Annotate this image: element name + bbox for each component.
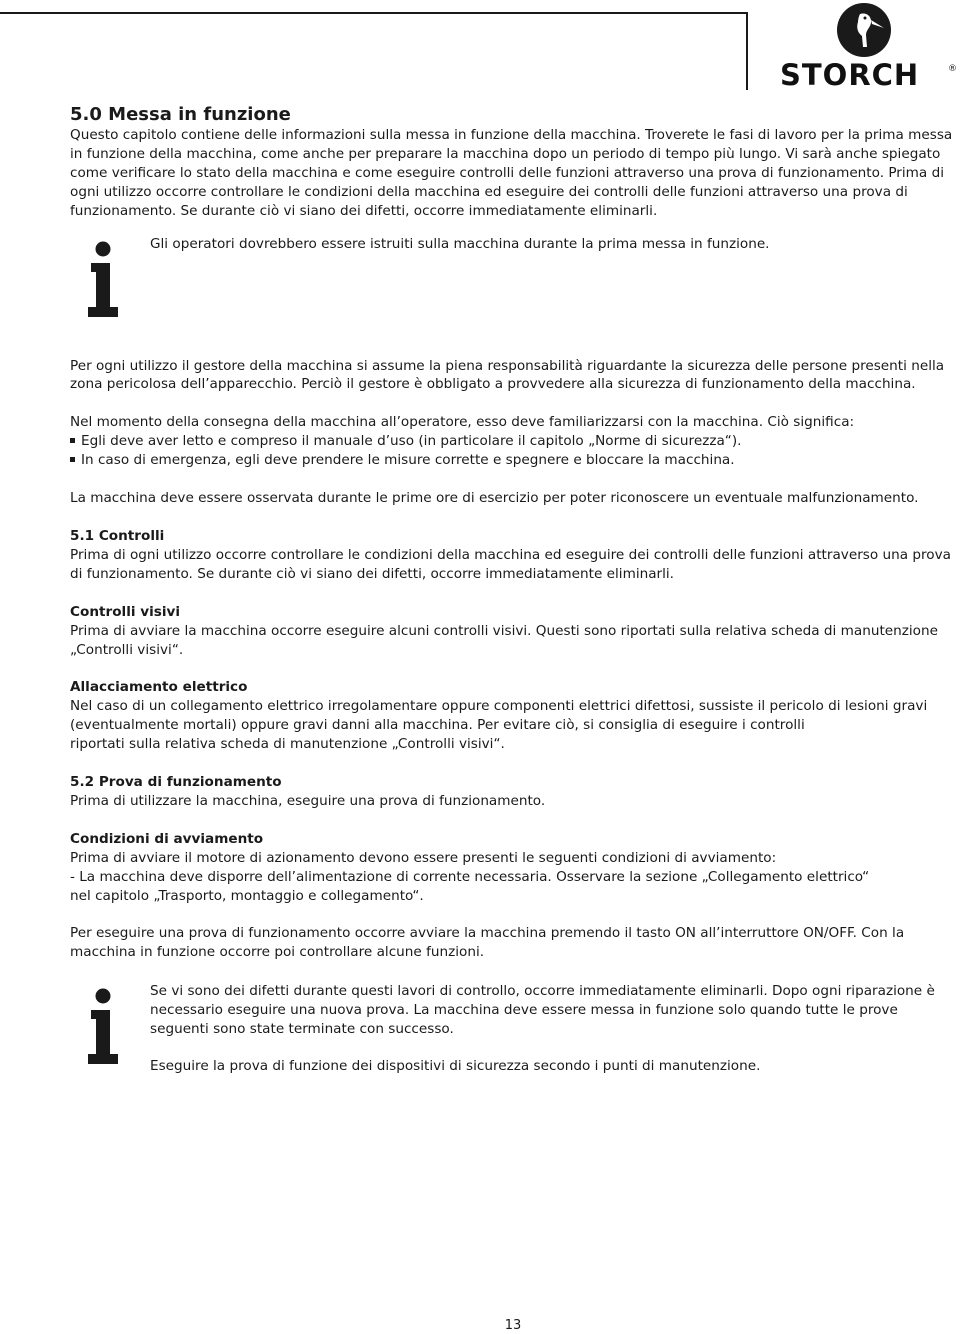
list-item bbox=[70, 451, 956, 470]
page-content bbox=[70, 104, 956, 1076]
info-note-1 bbox=[70, 233, 956, 317]
prova-heading: 5.2 Prova di funzionamento bbox=[70, 774, 282, 791]
stork-logo-icon bbox=[836, 2, 892, 58]
observe-paragraph: La macchina deve essere osservata durante le prime ore di esercizio per poter riconoscere un eventuale malfunzionamento. bbox=[70, 490, 919, 507]
allacciamento-heading: Allacciamento elettrico bbox=[70, 679, 248, 696]
page-number: 13 bbox=[504, 1318, 522, 1333]
allacciamento-line: Nel caso di un collegamento elettrico irregolamentare oppure componenti elettrici difettosi, sussiste il pericolo di lesioni gravi bbox=[70, 698, 928, 715]
avviamento-line: nel capitolo „Trasporto, montaggio e collegamento“. bbox=[70, 887, 424, 904]
info-note-text: Se vi sono dei difetti durante questi lavori di controllo, occorre immediatamente eliminarli. Dopo ogni riparazione è necessario eseguire una nuova prova. La macchina deve essere messa in funzione solo quando tutte le prove seguenti sono state terminate con successo. bbox=[150, 983, 935, 1038]
allacciamento-line: (eventualmente mortali) oppure gravi danni alla macchina. Per evitare ciò, si consiglia di eseguire i controlli bbox=[70, 717, 805, 734]
allacciamento-line: riportati sulla relativa scheda di manutenzione „Controlli visivi“. bbox=[70, 736, 505, 753]
list-item bbox=[70, 432, 956, 451]
controlli-paragraph: Prima di ogni utilizzo occorre controllare le condizioni della macchina ed eseguire dei controlli delle funzioni attraverso una prova di funzionamento. Se durante ciò vi siano dei difetti, occorre immediatamente eliminarli. bbox=[70, 546, 951, 582]
controlli-heading: 5.1 Controlli bbox=[70, 527, 165, 544]
handover-paragraph: Nel momento della consegna della macchina all’operatore, esso deve familiarizzarsi con la macchina. Ciò significa: bbox=[70, 414, 855, 431]
avviamento-line: - La macchina deve disporre dell’alimentazione di corrente necessaria. Osservare la sezione „Collegamento elettrico“ bbox=[70, 868, 870, 885]
prova-paragraph: Prima di utilizzare la macchina, eseguire una prova di funzionamento. bbox=[70, 792, 546, 809]
controlli-visivi-heading: Controlli visivi bbox=[70, 603, 181, 620]
brand-wordmark: STORCH bbox=[780, 58, 920, 92]
bullet-icon bbox=[70, 457, 75, 462]
registered-mark: ® bbox=[948, 64, 957, 74]
bullet-icon bbox=[70, 438, 75, 443]
avviamento-heading: Condizioni di avviamento bbox=[70, 830, 264, 847]
start-paragraph: Per eseguire una prova di funzionamento occorre avviare la macchina premendo il tasto ON all’interruttore ON/OFF. Con la macchina in funzione occorre poi controllare alcune funzioni. bbox=[70, 925, 905, 961]
header-rule-vertical bbox=[746, 12, 748, 90]
intro-paragraph: Questo capitolo contiene delle informazioni sulla messa in funzione della macchina. Troverete le fasi di lavoro per la prima messa in funzione della macchina, come anche per preparare la macchina dopo un periodo di tempo più lungo. Vi sarà anche spiegato come verificare lo stato della macchina e come eseguire controlli delle funzioni attraverso una prova di funzionamento. Prima di ogni utilizzo occorre controllare le condizioni della macchina ed eseguire dei controlli delle funzioni attraverso una prova di funzionamento. Se durante ciò vi siano dei difetti, occorre immediatamente eliminarli. bbox=[70, 127, 953, 219]
list-item-text: In caso di emergenza, egli deve prendere le misure corrette e spegnere e bloccare la macchina. bbox=[81, 452, 735, 469]
responsibility-paragraph: Per ogni utilizzo il gestore della macchina si assume la piena responsabilità riguardante la sicurezza delle persone presenti nella zona pericolosa dell’apparecchio. Perciò il gestore è obbligato a provvedere alla sicurezza di funzionamento della macchina. bbox=[70, 357, 945, 393]
info-note-text: Gli operatori dovrebbero essere istruiti sulla macchina durante la prima messa in funzione. bbox=[150, 235, 770, 252]
info-icon bbox=[82, 988, 126, 1066]
info-icon bbox=[82, 241, 126, 319]
info-note-text: Eseguire la prova di funzione dei dispositivi di sicurezza secondo i punti di manutenzione. bbox=[150, 1058, 761, 1074]
list-item-text: Egli deve aver letto e compreso il manuale d’uso (in particolare il capitolo „Norme di sicurezza“). bbox=[81, 433, 742, 450]
info-note-2 bbox=[70, 980, 956, 1076]
header-rule-horizontal bbox=[0, 12, 747, 14]
storch-logo bbox=[780, 2, 958, 92]
controlli-visivi-paragraph: Prima di avviare la macchina occorre eseguire alcuni controlli visivi. Questi sono riportati sulla relativa scheda di manutenzione „Controlli visivi“. bbox=[70, 622, 938, 658]
section-title: 5.0 Messa in funzione bbox=[70, 104, 291, 125]
avviamento-line: Prima di avviare il motore di azionamento devono essere presenti le seguenti condizioni di avviamento: bbox=[70, 849, 777, 866]
